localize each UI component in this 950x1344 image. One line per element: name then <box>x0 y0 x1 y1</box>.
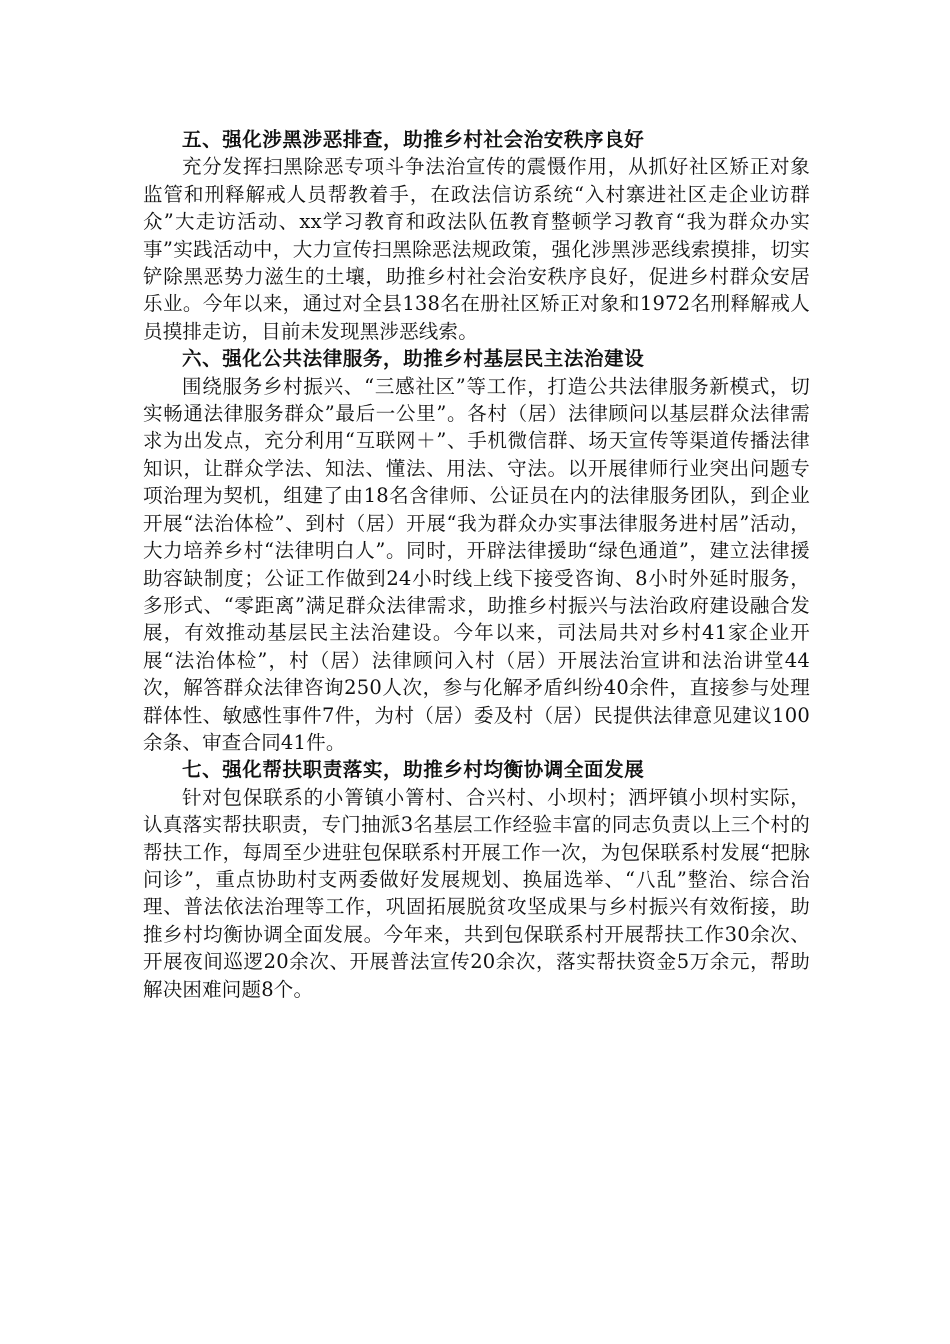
section-paragraph-6: 围绕服务乡村振兴、“三感社区”等工作，打造公共法律服务新模式，切实畅通法律服务群众”最后一公里”。各村（居）法律顾问以基层群众法律需求为出发点，充分利用“互联网＋”、手机微信群、场天宣传等渠道传播法律知识，让群众学法、知法、懂法、用法、守法。以开展律师行业突出问题专项治理为契机，组建了由18名含律师、公证员在内的法律服务团队，到企业开展“法治体检”、到村（居）开展“我为群众办实事法律服务进村居”活动，大力培养乡村“法律明白人”。同时，开辟法律援助“绿色通道”，建立法律援助容缺制度；公证工作做到24小时线上线下接受咨询、8小时外延时服务，多形式、“零距离”满足群众法律需求，助推乡村振兴与法治政府建设融合发展，有效推动基层民主法治建设。今年以来，司法局共对乡村41家企业开展“法治体检”，村（居）法律顾问入村（居）开展法治宣讲和法治讲堂44次，解答群众法律咨询250人次，参与化解矛盾纠纷40余件，直接参与处理群体性、敏感性事件7件，为村（居）委及村（居）民提供法律意见建议100余条、审查合同41件。 <box>143 374 810 754</box>
section-paragraph-5: 充分发挥扫黑除恶专项斗争法治宣传的震慑作用，从抓好社区矫正对象监管和刑释解戒人员帮教着手，在政法信访系统“入村寨进社区走企业访群众”大走访活动、xx学习教育和政法队伍教育整顿学习教育“我为群众办实事”实践活动中，大力宣传扫黑除恶法规政策，强化涉黑涉恶线索摸排，切实铲除黑恶势力滋生的土壤，助推乡村社会治安秩序良好，促进乡村群众安居乐业。今年以来，通过对全县138名在册社区矫正对象和1972名刑释解戒人员摸排走访，目前未发现黑涉恶线索。 <box>143 155 810 343</box>
section-heading-6: 六、强化公共法律服务，助推乡村基层民主法治建设 <box>182 347 645 371</box>
document-body <box>143 126 810 1003</box>
section-heading-5: 五、强化涉黑涉恶排查，助推乡村社会治安秩序良好 <box>182 128 645 151</box>
section-heading-7: 七、强化帮扶职责落实，助推乡村均衡协调全面发展 <box>182 758 645 782</box>
section-paragraph-7: 针对包保联系的小箐镇小箐村、合兴村、小坝村；洒坪镇小坝村实际，认真落实帮扶职责，专门抽派3名基层工作经验丰富的同志负责以上三个村的帮扶工作，每周至少进驻包保联系村开展工作一次，为包保联系村发展“把脉问诊”，重点协助村支两委做好发展规划、换届选举、“八乱”整治、综合治理、普法依法治理等工作，巩固拓展脱贫攻坚成果与乡村振兴有效衔接，助推乡村均衡协调全面发展。今年来，共到包保联系村开展帮扶工作30余次、开展夜间巡逻20余次、开展普法宣传20余次，落实帮扶资金5万余元，帮助解决困难问题8个。 <box>143 785 810 1001</box>
